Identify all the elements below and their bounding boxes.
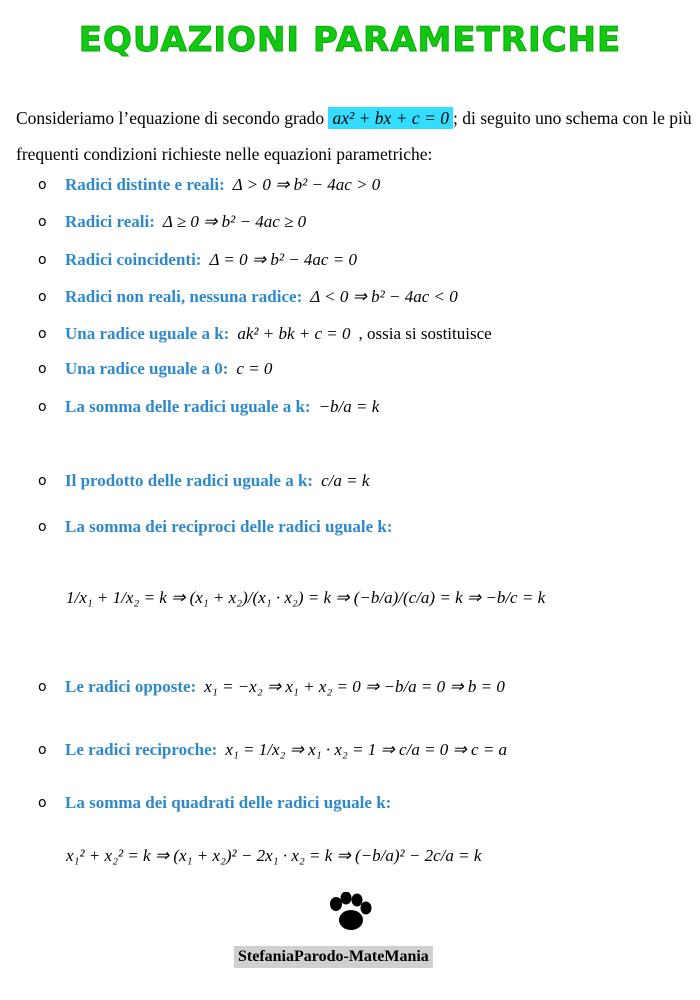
bullet-icon: o — [38, 326, 47, 342]
signature: StefaniaParodo-MateMania — [234, 946, 433, 968]
bullet-icon: o — [38, 742, 47, 758]
list-item — [38, 793, 399, 813]
list-item — [38, 677, 505, 697]
list-item — [38, 212, 306, 232]
page-title: EQUAZIONI PARAMETRICHE — [78, 20, 622, 60]
bullet-icon: o — [38, 679, 47, 695]
item-formula: ak² + bk + c = 0 — [237, 324, 351, 343]
bullet-icon: o — [38, 214, 47, 230]
paw-print-icon — [326, 892, 374, 932]
item-label: Il prodotto delle radici uguale a k: — [65, 471, 314, 490]
list-item — [38, 175, 380, 195]
intro-highlighted-equation: ax² + bx + c = 0 — [328, 107, 452, 129]
item-label: Una radice uguale a k: — [65, 324, 230, 343]
list-item — [38, 517, 401, 537]
list-item — [38, 740, 507, 760]
intro-paragraph — [16, 100, 696, 172]
item-label: Radici coincidenti: — [65, 250, 202, 269]
item-label: Le radici opposte: — [65, 677, 197, 696]
item-label: La somma delle radici uguale a k: — [65, 397, 311, 416]
item-label: Radici distinte e reali: — [65, 175, 225, 194]
item-formula: −b/a = k — [318, 397, 380, 416]
bullet-icon: o — [38, 361, 47, 377]
item-label: La somma dei quadrati delle radici uguale k: — [65, 793, 392, 812]
item-formula: x₁ = 1/x₂ ⇒ x₁ · x₂ = 1 ⇒ c/a = 0 ⇒ c = a — [225, 740, 508, 759]
list-item — [38, 359, 272, 379]
bullet-icon: o — [38, 252, 47, 268]
intro-text-before: Consideriamo l’equazione di secondo grado — [16, 108, 325, 128]
reciprocal-sum-formula: 1/x₁ + 1/x₂ = k ⇒ (x₁ + x₂)/(x₁ · x₂) = k ⇒ (−b/a)/(c/a) = k ⇒ −b/c = k — [66, 588, 546, 607]
item-label: La somma dei reciproci delle radici uguale k: — [65, 517, 393, 536]
list-item — [38, 397, 379, 417]
item-formula: Δ > 0 ⇒ b² − 4ac > 0 — [232, 175, 381, 194]
item-formula: c/a = k — [321, 471, 370, 490]
list-item — [38, 287, 458, 307]
item-formula: Δ ≥ 0 ⇒ b² − 4ac ≥ 0 — [162, 212, 307, 231]
item-formula: Δ < 0 ⇒ b² − 4ac < 0 — [310, 287, 458, 306]
bullet-icon: o — [38, 289, 47, 305]
square-sum-formula: x₁² + x₂² = k ⇒ (x₁ + x₂)² − 2x₁ · x₂ = k ⇒ (−b/a)² − 2c/a = k — [66, 846, 482, 865]
item-label: Radici reali: — [65, 212, 155, 231]
item-formula: Δ = 0 ⇒ b² − 4ac = 0 — [209, 250, 357, 269]
item-label: Una radice uguale a 0: — [65, 359, 229, 378]
item-label: Le radici reciproche: — [65, 740, 218, 759]
bullet-icon: o — [38, 399, 47, 415]
item-formula: c = 0 — [236, 359, 273, 378]
bullet-icon: o — [38, 177, 47, 193]
list-item — [38, 324, 492, 344]
list-item — [38, 471, 369, 491]
intro-text-after: ; di seguito uno schema con le più frequenti condizioni richieste nelle equazioni parametriche: — [16, 108, 692, 164]
bullet-icon: o — [38, 473, 47, 489]
bullet-icon: o — [38, 795, 47, 811]
item-formula: x₁ = −x₂ ⇒ x₁ + x₂ = 0 ⇒ −b/a = 0 ⇒ b = 0 — [204, 677, 505, 696]
item-label: Radici non reali, nessuna radice: — [65, 287, 303, 306]
item-note: , ossia si sostituisce — [358, 324, 492, 343]
bullet-icon: o — [38, 519, 47, 535]
list-item — [38, 250, 357, 270]
